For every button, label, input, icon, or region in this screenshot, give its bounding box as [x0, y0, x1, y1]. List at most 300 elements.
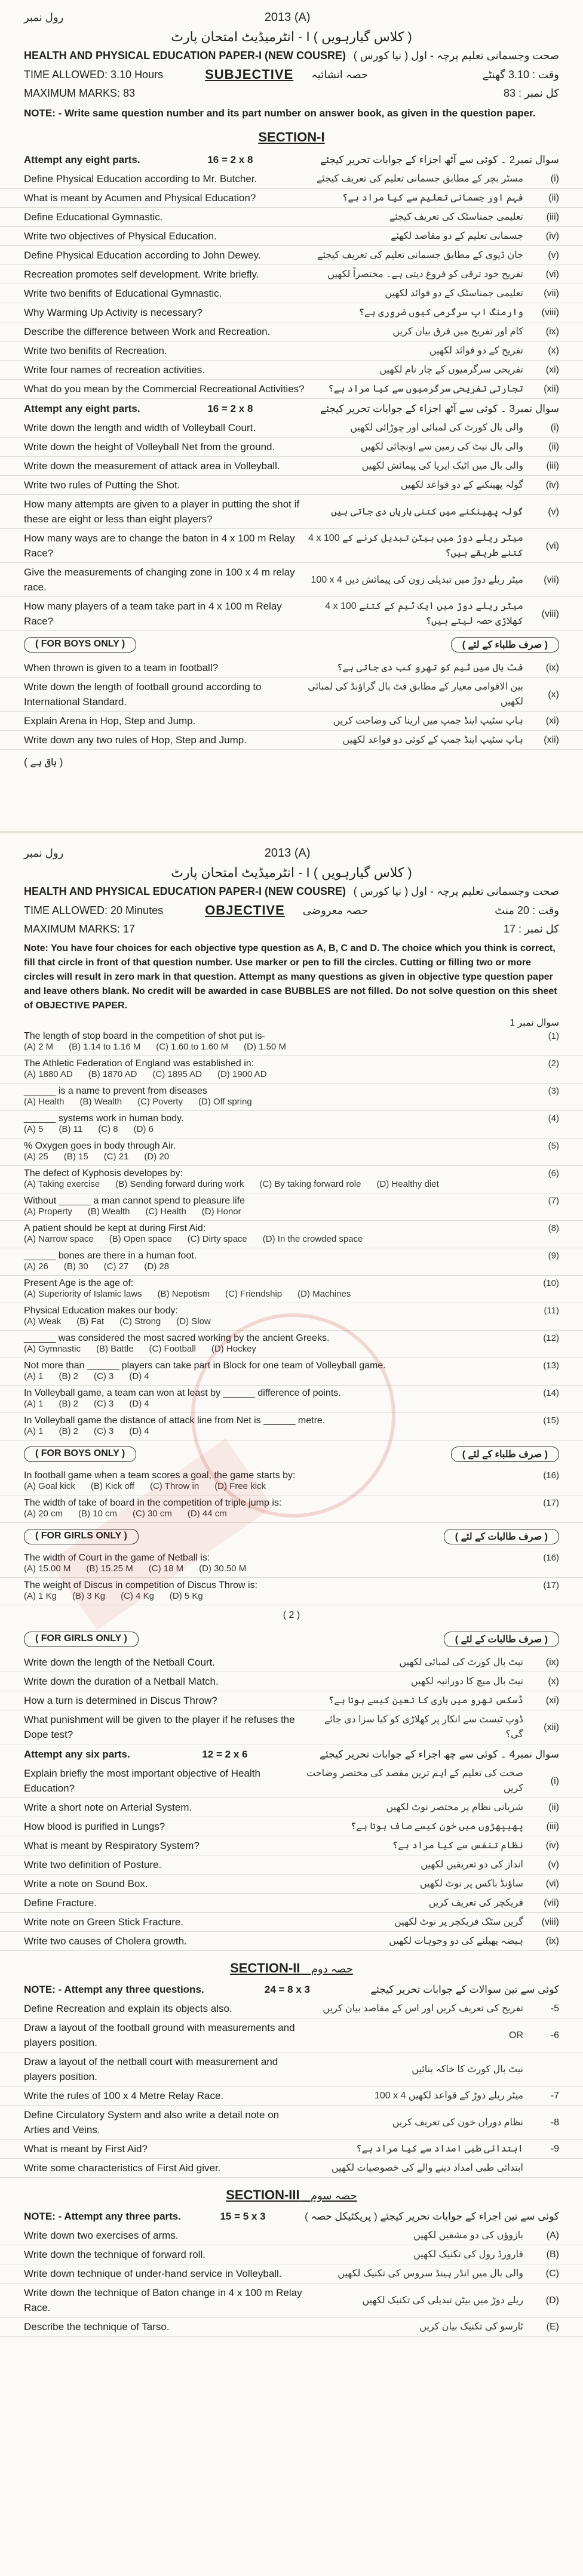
mcq-option: (C) By taking forward role: [259, 1179, 361, 1189]
mcq-question-number: (16): [543, 1470, 559, 1481]
question-row: [0, 322, 583, 341]
question-text: How many players of a team take part in 4 x 100 m Relay Race?: [24, 601, 282, 627]
question-text: What is meant by Acumen and Physical Education?: [24, 192, 256, 204]
mcq-option: (D) In the crowded space: [262, 1234, 363, 1244]
question-text: Write some characteristics of First Aid giver.: [24, 2162, 221, 2174]
question-text: Define Educational Gymnastic.: [24, 211, 163, 223]
question-text-urdu: ہاپ سٹیپ اینڈ جمپ میں ارینا کی وضاحت کریں: [333, 716, 523, 726]
question-text: Write two objectives of Physical Education.: [24, 230, 217, 242]
question-number: (vi): [545, 269, 559, 279]
question-row: [0, 678, 583, 712]
question-text: When thrown is given to a team in football?: [24, 662, 219, 673]
mcq-question-number: (8): [548, 1223, 559, 1233]
question-text: Explain briefly the most important objective of Health Education?: [24, 1768, 260, 1794]
question-text-urdu: جان ڈیوی کے مطابق جسمانی تعلیم کی تعریف کیجئے: [317, 250, 523, 260]
mcq-options: [0, 1179, 583, 1193]
mcq-option: (D) Off spring: [198, 1097, 252, 1107]
question-row: [0, 2086, 583, 2106]
question-number: (xi): [545, 716, 559, 726]
mcq-options: [0, 1261, 583, 1276]
question-row: [0, 208, 583, 227]
mcq-option: (D) Hockey: [211, 1344, 256, 1354]
paper-note: NOTE: - Write same question number and its part number on answer book, as given in the question paper.: [24, 107, 536, 119]
question-row: [0, 341, 583, 361]
maximum-marks: MAXIMUM MARKS: 17: [24, 923, 136, 935]
mcq-question-number: (14): [543, 1388, 559, 1398]
section-marks: 15 = 5 x 3: [220, 2210, 266, 2222]
mcq-question-text: Physical Education makes our body:: [24, 1306, 178, 1316]
question-text: Explain Arena in Hop, Step and Jump.: [24, 715, 196, 727]
mcq-option: (C) 4 Kg: [121, 1591, 154, 1601]
question-row: [0, 361, 583, 380]
section-2-title: [0, 1961, 583, 1976]
question-text-urdu: ابتدائی طبی امداد دینے والے کی خصوصیات لکھیں: [332, 2163, 523, 2173]
mcq-option: (D) 6: [133, 1124, 154, 1134]
section-2-label-urdu: حصہ دوم: [311, 1963, 353, 1975]
question-text: Write a note on Sound Box.: [24, 1878, 148, 1889]
question-row: [0, 227, 583, 246]
question-text: Write down the length of the Netball Court.: [24, 1657, 216, 1668]
question-number: (i): [550, 1775, 559, 1786]
mcq-option: (A) Gymnastic: [24, 1344, 81, 1354]
question-instruction-urdu: سوال نمبر3 ۔ کوئی سے آٹھ اجزاء کے جوابات تحریر کیجئے: [320, 403, 559, 414]
question-text-urdu: نیٹ بال کورٹ کی لمبائی لکھیں: [399, 1657, 523, 1667]
section-instruction-urdu: کوئی سے تین سوالات کے جوابات تحریر کیجئے: [370, 1984, 559, 1995]
question-text-urdu: ڈسکس تھرو میں باری کا تعین کیسے ہوتا ہے؟: [328, 1695, 523, 1706]
question-text: Draw a layout of the football ground with measurements and players position.: [24, 2022, 295, 2048]
question-text-urdu: جسمانی تعلیم کے دو مقاصد لکھئے: [391, 231, 523, 241]
question-row: [0, 2264, 583, 2283]
question-row: [0, 597, 583, 631]
question-row: [0, 170, 583, 189]
question-text: Why Warming Up Activity is necessary?: [24, 307, 202, 318]
question-row: [0, 418, 583, 438]
mcq-option: (C) 30 cm: [133, 1509, 172, 1519]
mcq-option: (C) 18 M: [148, 1564, 184, 1574]
question-text-urdu: فہم اور جسمانی تعلیم سے کیا مراد ہے؟: [342, 193, 523, 203]
question-number: (ix): [545, 1657, 559, 1667]
section-2-header: [0, 1980, 583, 1999]
mcq-question-text: Not more than ______ players can take part in Block for one team of Volleyball game.: [24, 1361, 386, 1371]
mcq-question-number: (3): [548, 1086, 559, 1096]
urdu-heading: انٹرمیڈیٹ امتحان پارٹ - I ( کلاس گیارہویں ): [171, 29, 412, 44]
mcq-question: [0, 1084, 583, 1097]
question-text-urdu: 100 x 4 میٹر ریلے دوڑ میں تبدیلی زون کی پیمائش دیں: [311, 574, 523, 585]
question-number: (xii): [544, 384, 559, 394]
mcq-option: (A) Health: [24, 1097, 65, 1107]
question-row: [0, 495, 583, 529]
question-text: Write down the technique of Baton change in 4 x 100 m Relay Race.: [24, 2287, 302, 2313]
mcq-question-text: The width of Court in the game of Netball is:: [24, 1553, 210, 1563]
mcq-option: (C) Poverty: [137, 1097, 183, 1107]
question-row: [0, 1855, 583, 1875]
mcq-question: [0, 1138, 583, 1152]
mcq-question: [0, 1221, 583, 1234]
mcq-question: [0, 1248, 583, 1261]
question-row: [0, 265, 583, 284]
question-text-urdu: ابتدائی طبی امداد سے کیا مراد ہے؟: [356, 2144, 523, 2154]
mcq-question-text: ______ was considered the most sacred working by the ancient Greeks.: [24, 1333, 330, 1343]
subject-line: [0, 883, 583, 900]
mcq-option: (B) Nepotism: [157, 1289, 210, 1299]
part-title: SUBJECTIVE: [205, 67, 294, 82]
time-line: [0, 64, 583, 85]
section-instruction: NOTE: - Attempt any three parts.: [24, 2210, 181, 2222]
mcq-option: (D) 4: [129, 1371, 149, 1381]
mcq-option: (B) 1.14 to 1.16 M: [69, 1042, 141, 1052]
question-text: Recreation promotes self development. Write briefly.: [24, 269, 259, 280]
paper-header: [0, 836, 583, 860]
section-3-header: [0, 2206, 583, 2226]
question-text: Define Physical Education according to John Dewey.: [24, 250, 261, 261]
question-row: [0, 1836, 583, 1855]
urdu-heading: انٹرمیڈیٹ امتحان پارٹ - I ( کلاس گیارہویں ): [171, 865, 412, 880]
marks-line: [0, 85, 583, 102]
mcq-option: (D) Healthy diet: [376, 1179, 439, 1189]
question-instruction: Attempt any eight parts.: [24, 153, 140, 165]
question-text: Describe the difference between Work and Recreation.: [24, 326, 271, 337]
question-row: [0, 2159, 583, 2178]
question-row: [0, 1653, 583, 1672]
time-allowed: TIME ALLOWED: 3.10 Hours: [24, 68, 164, 81]
question-number: (A): [546, 2230, 559, 2240]
mcq-option: (D) 1.50 M: [244, 1042, 286, 1052]
mcq-question-text: ______ bones are there in a human foot.: [24, 1251, 197, 1261]
section-2-label: SECTION-II: [230, 1961, 300, 1975]
mcq-question-text: In football game when a team scores a goal, the game starts by:: [24, 1470, 296, 1481]
question-number: -7: [550, 2091, 559, 2101]
question-row: [0, 438, 583, 457]
continued-label: ( باقی ہے ): [24, 756, 63, 768]
mcq-options: [0, 1097, 583, 1111]
mcq-option: (C) Strong: [119, 1316, 161, 1327]
question-text-urdu: تفریح کی تعریف کریں اور اس کے مقاصد بیان کریں: [323, 2003, 523, 2014]
section-3-label-urdu: حصہ سوم: [310, 2190, 357, 2202]
question-text: Define Fracture.: [24, 1897, 97, 1909]
roll-number-label: رول نمبر: [24, 11, 64, 23]
mcq-option: (C) Football: [149, 1344, 196, 1354]
question-row: [0, 1913, 583, 1932]
mcq-question-text: Without ______ a man cannot spend to pleasure life: [24, 1196, 246, 1206]
question-marks: 16 = 2 x 8: [207, 402, 253, 414]
question-3-boys-list: [0, 658, 583, 750]
question-text: What is meant by First Aid?: [24, 2143, 148, 2155]
mcq-question-number: (12): [543, 1333, 559, 1343]
question-text-urdu: ٹارسو کی تکنیک بیان کریں: [419, 2322, 523, 2332]
girls-only-label: ( FOR GIRLS ONLY ): [24, 1632, 139, 1647]
mcq-option: (C) 3: [94, 1371, 114, 1381]
objective-note: Note: You have four choices for each objective type question as A, B, C and D. The choice which you think is correct, fill that circle in front of that question number. Use marker or pen to fill the circles. Cutting or filling two or more circles will result in zero mark in that question. Attempt as many questions as given in objective type question paper and leave others blank. No credit will be awarded in case BUBBLES are not filled. Do not solve question on this sheet of OBJECTIVE PAPER.: [24, 943, 557, 1011]
question-text-urdu: فارورڈ رول کی تکنیک لکھیں: [413, 2249, 523, 2260]
question-number: (v): [548, 250, 559, 260]
question-text-urdu: ڈوپ ٹیسٹ سے انکار پر کھلاڑی کو کیا سزا دی جائے گی؟: [324, 1715, 523, 1740]
question-row: [0, 2140, 583, 2159]
time-allowed-urdu: وقت : 3.10 گھنٹے: [482, 68, 559, 81]
subject-title-urdu: صحت وجسمانی تعلیم پرچہ - اول ( نیا کورس ): [353, 885, 559, 897]
question-number: (iii): [546, 212, 559, 222]
question-text: Write two benifits of Recreation.: [24, 345, 167, 356]
question-text: Write note on Green Stick Fracture.: [24, 1916, 184, 1928]
mcq-option: (B) Fat: [76, 1316, 105, 1327]
girls-only-label-urdu: ( صرف طالبات کے لئے ): [444, 1632, 559, 1647]
question-text-urdu: 4 x 100 میٹر ریلے دوڑ میں بیٹن تبدیل کرنے کے کتنے طریقے ہیں؟: [308, 533, 523, 558]
mcq-option: (A) 1 Kg: [24, 1591, 57, 1601]
mcq-question-number: (10): [543, 1278, 559, 1288]
mcq-option: (A) Taking exercise: [24, 1179, 100, 1189]
mcq-option: (B) Sending forward during work: [115, 1179, 244, 1189]
question-row: [0, 529, 583, 563]
question-text: Write a short note on Arterial System.: [24, 1802, 192, 1813]
question-number: -6: [550, 2030, 559, 2041]
mcq-option: (C) 1895 AD: [152, 1069, 202, 1079]
mcq-option: (D) 5 Kg: [169, 1591, 203, 1601]
question-row: [0, 2318, 583, 2337]
paper-year: 2013 (A): [264, 847, 311, 860]
mcq-option: (B) Wealth: [79, 1097, 122, 1107]
question-text-urdu: صحت کی تعلیم کے اہم ترین مقصد کی مختصر وضاحت کریں: [306, 1768, 523, 1793]
mcq-option: (D) 4: [129, 1426, 149, 1436]
question-text-urdu: نیٹ بال میچ کا دورانیہ لکھیں: [410, 1676, 523, 1686]
girls-only-label: ( FOR GIRLS ONLY ): [24, 1529, 139, 1544]
question-text-urdu: والی بال نیٹ کی زمین سے اونچائی لکھیں: [360, 442, 523, 452]
question-row: [0, 1710, 583, 1744]
mcq-option: (B) Open space: [109, 1234, 172, 1244]
mcq-option: (B) Battle: [96, 1344, 134, 1354]
boys-only-labels: [0, 631, 583, 658]
mcq-option: (D) Machines: [297, 1289, 351, 1299]
part-title-urdu: حصہ انشائیہ: [311, 68, 369, 81]
mcq-option: (C) Friendship: [225, 1289, 283, 1299]
mcq-question-text: The Athletic Federation of England was established in:: [24, 1058, 254, 1069]
question-row: [0, 380, 583, 399]
mcq-question-number: (17): [543, 1498, 559, 1508]
question-number: (vi): [545, 540, 559, 551]
question-number: (iii): [546, 461, 559, 471]
mcq-option: (A) Weak: [24, 1316, 62, 1327]
question-instruction: Attempt any six parts.: [24, 1748, 130, 1760]
question-number: (viii): [541, 307, 559, 318]
question-number: (ii): [548, 1802, 559, 1812]
mcq-question-number: (9): [548, 1251, 559, 1261]
mcq-question: [0, 1276, 583, 1289]
mcq-option: (B) 2: [59, 1371, 79, 1381]
question-text-urdu: والی بال کورٹ کی لمبائی اور چوڑائی لکھیں: [350, 423, 523, 433]
question-text-urdu: تفریح کے دو فوائد لکھیں: [429, 346, 523, 356]
mcq-option: (D) 4: [129, 1399, 149, 1409]
question-number: (ix): [545, 327, 559, 337]
maximum-marks: MAXIMUM MARKS: 83: [24, 87, 136, 99]
mcq-question-text: Present Age is the age of:: [24, 1278, 134, 1288]
mcq-question-number: (4): [548, 1113, 559, 1124]
question-number: (ix): [545, 1936, 559, 1946]
question-text-urdu: انداز کی دو تعریفیں لکھیں: [421, 1860, 523, 1870]
mcq-options: [0, 1152, 583, 1166]
question-text-urdu: کام اور تفریح میں فرق بیان کریں: [392, 327, 523, 337]
question-text-urdu: بین الاقوامی معیار کے مطابق فٹ بال گراؤنڈ کی لمبائی لکھیں: [308, 682, 523, 707]
question-text: Write down the technique of forward roll.: [24, 2249, 205, 2260]
question-number: (v): [548, 1860, 559, 1870]
mcq-option: (A) Superiority of Islamic laws: [24, 1289, 142, 1299]
mcq-question: [0, 1111, 583, 1124]
question-number: (x): [548, 346, 559, 356]
question-text: Draw a layout of the netball court with measurement and players position.: [24, 2056, 278, 2082]
girls-sub-labels: [0, 1626, 583, 1653]
mcq-option: (C) Throw in: [149, 1481, 200, 1491]
mcq-question-text: The length of stop board in the competition of shot put is-: [24, 1031, 265, 1041]
question-row: [0, 476, 583, 495]
question-row: [0, 712, 583, 731]
question-text: Describe the technique of Tarso.: [24, 2321, 170, 2332]
question-row: [0, 1932, 583, 1951]
mcq-option: (C) 3: [94, 1399, 114, 1409]
question-3-list: [0, 418, 583, 631]
question-row: [0, 1817, 583, 1836]
question-text-urdu: گولہ پھینکنے میں کتنی باریاں دی جاتی ہیں: [331, 506, 523, 517]
mcq-option: (A) Property: [24, 1207, 72, 1217]
mcq-option: (C) Dirty space: [187, 1234, 247, 1244]
question-text: Write down the height of Volleyball Net from the ground.: [24, 441, 275, 453]
question-row: [0, 1999, 583, 2018]
question-number: (ii): [548, 193, 559, 203]
question-text: Write two causes of Cholera growth.: [24, 1935, 187, 1947]
part-title-urdu: حصہ معروضی: [302, 904, 369, 916]
mcq-option: (A) Goal kick: [24, 1481, 75, 1491]
page-number: ( 2 ): [283, 1610, 300, 1620]
mcq-question-number: (2): [548, 1058, 559, 1069]
time-allowed: TIME ALLOWED: 20 Minutes: [24, 904, 164, 916]
mcq-question-text: ______ is a name to prevent from diseases: [24, 1086, 207, 1096]
mcq-option: (A) 25: [24, 1152, 48, 1162]
question-row: [0, 246, 583, 265]
subject-title: HEALTH AND PHYSICAL EDUCATION PAPER-I (NEW COUSRE): [24, 885, 346, 897]
mcq-option: (B) 30: [63, 1261, 88, 1272]
mcq-option: (B) 3 Kg: [72, 1591, 106, 1601]
mcq-question-text: The weight of Discus in competition of Discus Throw is:: [24, 1580, 257, 1590]
mcq-option: (B) 15: [63, 1152, 88, 1162]
mcq-option: (D) 20: [144, 1152, 170, 1162]
mcq-option: (B) 15.25 M: [86, 1564, 133, 1574]
section-3-list: [0, 2226, 583, 2337]
question-text-urdu: گرین سٹک فریکچر پر نوٹ لکھیں: [394, 1917, 523, 1927]
paper-header: [0, 0, 583, 24]
mcq-option: (B) 10 cm: [78, 1509, 118, 1519]
mcq-option: (D) 44 cm: [187, 1509, 227, 1519]
question-text: Write down two exercises of arms.: [24, 2230, 179, 2241]
question-number: (xi): [545, 1695, 559, 1706]
mcq-question-number: (15): [543, 1415, 559, 1426]
question-row: [0, 2052, 583, 2086]
girls-only-label-urdu: ( صرف طالبات کے لئے ): [444, 1529, 559, 1544]
question-row: [0, 1798, 583, 1817]
question-number: (iii): [546, 1821, 559, 1832]
question-text: What is meant by Respiratory System?: [24, 1840, 200, 1851]
mcq-option: (B) 2: [59, 1399, 79, 1409]
question-text: Write down the measurement of attack area in Volleyball.: [24, 460, 280, 472]
question-text: Write two benifits of Educational Gymnastic.: [24, 288, 222, 299]
question-number: (vii): [544, 1898, 559, 1908]
question-number: (iv): [545, 231, 559, 241]
question-row: [0, 1764, 583, 1798]
question-number: (viii): [541, 1917, 559, 1927]
mcq-option: (A) 1: [24, 1399, 44, 1409]
question-number: (xii): [544, 1722, 559, 1732]
question-text: Give the measurements of changing zone in 100 x 4 m relay race.: [24, 567, 295, 593]
question-4-header: [0, 1744, 583, 1764]
question-text-urdu: نظام تنفس سے کیا مراد ہے؟: [392, 1841, 523, 1851]
question-number: (ix): [545, 663, 559, 673]
mcq-question-number: (1): [548, 1031, 559, 1041]
question-instruction-urdu: سوال نمبر4 ۔ کوئی سے چھ اجزاء کے جوابات تحریر کیجئے: [320, 1749, 559, 1760]
question-text: Define Circulatory System and also write a detail note on Arties and Veins.: [24, 2109, 280, 2135]
mcq-options: [0, 1234, 583, 1248]
section-3-label: SECTION-III: [226, 2187, 300, 2202]
question-1-label: سوال نمبر 1: [510, 1018, 559, 1028]
question-text-urdu: تعلیمی جمناسٹک کی تعریف کیجئے: [389, 212, 523, 222]
question-text-urdu: OR: [509, 2030, 523, 2041]
question-text-urdu: پھیپھڑوں میں خون کیسے صاف ہوتا ہے؟: [350, 1821, 523, 1832]
section-instruction: NOTE: - Attempt any three questions.: [24, 1983, 204, 1995]
mcq-options: [0, 1207, 583, 1221]
question-text-urdu: وارمنگ اپ سرگرمی کیوں ضروری ہے؟: [358, 307, 523, 318]
question-row: [0, 457, 583, 476]
question-text-urdu: والی بال میں انڈر ہینڈ سروس کی تکنیک لکھیں: [337, 2269, 523, 2279]
question-marks: 12 = 2 x 6: [202, 1748, 248, 1760]
question-text-urdu: فریکچر کی تعریف کریں: [428, 1898, 523, 1908]
question-text: How many attempts are given to a player in putting the shot if these are eight or less than eight players?: [24, 498, 300, 525]
question-number: (xii): [544, 735, 559, 745]
question-row: [0, 1691, 583, 1710]
subject-title-urdu: صحت وجسمانی تعلیم پرچہ - اول ( نیا کورس ): [353, 50, 559, 61]
question-text-urdu: نظام دوران خون کی تعریف کریں: [392, 2117, 523, 2128]
mcq-option: (B) Wealth: [87, 1207, 130, 1217]
question-text: Write down the length of football ground according to International Standard.: [24, 681, 262, 707]
paper-year: 2013 (A): [264, 11, 311, 24]
mcq-option: (A) 20 cm: [24, 1509, 63, 1519]
section-instruction-urdu: ( پریکٹیکل حصہ ) کوئی سے تین اجزاء کے جوابات تحریر کیجئے: [305, 2211, 559, 2222]
mcq-option: (C) 1.60 to 1.60 M: [156, 1042, 229, 1052]
mcq-question-text: In Volleyball game, a team can won at least by ______ difference of points.: [24, 1388, 341, 1398]
mcq-option: (C) 8: [98, 1124, 118, 1134]
section-3-title: [0, 2187, 583, 2203]
question-text-urdu: گولہ پھینکنے کے دو قواعد لکھیں: [400, 480, 523, 490]
question-marks: 16 = 2 x 8: [207, 153, 253, 165]
mcq-question: [0, 1029, 583, 1042]
mcq-option: (D) 30.50 M: [199, 1564, 247, 1574]
question-row: [0, 658, 583, 678]
mcq-question: [0, 1193, 583, 1207]
question-row: [0, 303, 583, 322]
question-number: (B): [546, 2249, 559, 2260]
question-text: Define Recreation and explain its objects also.: [24, 2003, 232, 2014]
question-4-list: [0, 1764, 583, 1951]
question-number: (C): [545, 2269, 559, 2279]
question-text: Write two rules of Putting the Shot.: [24, 479, 180, 491]
mcq-options: [0, 1042, 583, 1056]
mcq-question: [0, 1056, 583, 1069]
question-row: [0, 2106, 583, 2140]
question-text-urdu: تعلیمی جمناسٹک کے دو فوائد لکھیں: [385, 288, 523, 298]
question-text-urdu: مسٹر بچر کے مطابق جسمانی تعلیم کی تعریف کیجئے: [317, 174, 523, 184]
mcq-option: (D) Free kick: [214, 1481, 266, 1491]
question-text-urdu: شریانی نظام پر مختصر نوٹ لکھیں: [386, 1802, 523, 1812]
mcq-option: (C) 3: [94, 1426, 114, 1436]
question-text: How a turn is determined in Discus Throw?: [24, 1695, 217, 1706]
question-row: [0, 1672, 583, 1691]
question-text-urdu: والی بال میں اٹیک ایریا کی پیمائش لکھیں: [361, 461, 523, 471]
question-row: [0, 284, 583, 303]
mcq-question-text: ______ systems work in human body.: [24, 1113, 184, 1124]
question-number: -9: [550, 2144, 559, 2154]
